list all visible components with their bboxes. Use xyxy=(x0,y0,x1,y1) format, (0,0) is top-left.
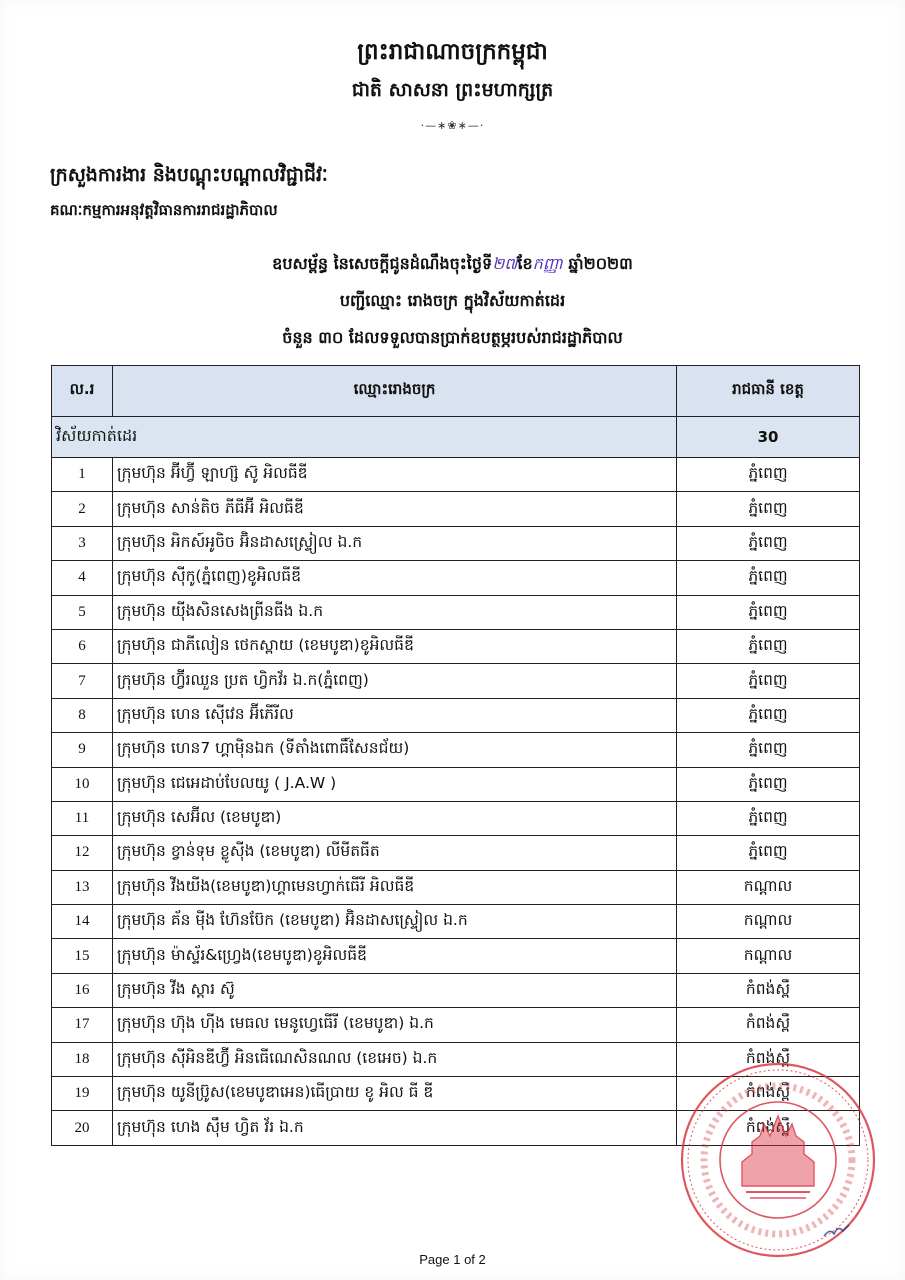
factory-name: ក្រុមហ៊ុន ស៊ីអិនឌីហ្វ៊ី អិនធើណេសិនណល (ខេអេច) ឯ.ក xyxy=(113,1042,677,1076)
table-row xyxy=(52,595,860,629)
annex-title-line xyxy=(0,253,905,277)
factory-name: ក្រុមហ៊ុន អិកស៍អូចិច អ៊ិនដាសស្ទ្រៀល ឯ.ក xyxy=(113,526,677,560)
ministry-name: ក្រសួងការងារ និងបណ្តុះបណ្តាលវិជ្ជាជីវៈ xyxy=(50,164,328,186)
province-name: ភ្នំពេញ xyxy=(677,492,860,526)
province-name: ភ្នំពេញ xyxy=(677,561,860,595)
factory-name: ក្រុមហ៊ុន ហេង ស៊ឹម ហ្វិត វ័រ ឯ.ក xyxy=(113,1111,677,1145)
list-subtitle: ចំនួន ៣០ ដែលទទួលបានប្រាក់ឧបត្ថម្ភរបស់រាជរដ្ឋាភិបាល xyxy=(282,328,623,347)
province-name: កណ្តាល xyxy=(677,939,860,973)
row-number: 11 xyxy=(52,801,113,835)
table-row xyxy=(52,733,860,767)
table-header-row xyxy=(52,366,860,417)
category-row xyxy=(52,417,860,458)
row-number: 2 xyxy=(52,492,113,526)
row-number: 18 xyxy=(52,1042,113,1076)
factory-name: ក្រុមហ៊ុន យ៉ីងសិនសេងព្រីនធីង ឯ.ក xyxy=(113,595,677,629)
header-number: ល.រ xyxy=(52,366,113,417)
factory-name: ក្រុមហ៊ុន ខ្វាន់ទុម ខ្លូស៊ីង (ខេមបូឌា) លីមីតធីត xyxy=(113,836,677,870)
table-row xyxy=(52,836,860,870)
row-number: 17 xyxy=(52,1008,113,1042)
factory-name: ក្រុមហ៊ុន ហេន7 ហ្គាម៉ិនឯក (ទីតាំងពោធិ៍សែនជ័យ) xyxy=(113,733,677,767)
factory-name: ក្រុមហ៊ុន ហេន ស៊ើវេន អ៊ីភើរីល xyxy=(113,698,677,732)
factory-name: ក្រុមហ៊ុន សាន់តិច ភីធីអ៊ី អិលធីឌី xyxy=(113,492,677,526)
row-number: 20 xyxy=(52,1111,113,1145)
factory-name: ក្រុមហ៊ុន សេអ៊ីល (ខេមបូឌា) xyxy=(113,801,677,835)
factory-name: ក្រុមហ៊ុន វីង ស្តារ ស៊ូ xyxy=(113,973,677,1007)
table-row xyxy=(52,870,860,904)
factory-name: ក្រុមហ៊ុន អ៊ីហ្វ៊ី ឡាហ្ស៊ ស៊ូ អិលធីឌី xyxy=(113,458,677,492)
table-row xyxy=(52,526,860,560)
factory-name: ក្រុមហ៊ុន ហ្វ៊ីរឈួន ប្រត ហ្វិកវ័រ ឯ.ក(ភ្នំពេញ) xyxy=(113,664,677,698)
list-title: បញ្ជីឈ្មោះ រោងចក្រ ក្នុងវិស័យកាត់ដេរ xyxy=(339,291,566,310)
row-number: 7 xyxy=(52,664,113,698)
factory-name: ក្រុមហ៊ុន វីងយីង(ខេមបូឌា)ហ្គាមេនហ្វាក់ធើរី អិលធីឌី xyxy=(113,870,677,904)
province-name: កំពង់ស្ពឺ xyxy=(677,1077,860,1111)
row-number: 3 xyxy=(52,526,113,560)
row-number: 6 xyxy=(52,629,113,663)
annex-prefix: ឧបសម្ព័ន្ធ នៃសេចក្តីជូនដំណឹងចុះថ្ងៃទី xyxy=(272,254,493,273)
category-label: វិស័យកាត់ដេរ xyxy=(52,417,677,458)
handwritten-day: ២៧ xyxy=(492,254,518,273)
row-number: 13 xyxy=(52,870,113,904)
table-row xyxy=(52,698,860,732)
annex-year: ឆ្នាំ២០២៣ xyxy=(562,254,633,273)
table-row xyxy=(52,458,860,492)
page-number: Page 1 of 2 xyxy=(419,1252,486,1267)
table-row xyxy=(52,492,860,526)
table-row xyxy=(52,1008,860,1042)
row-number: 8 xyxy=(52,698,113,732)
table-row xyxy=(52,629,860,663)
province-name: ភ្នំពេញ xyxy=(677,526,860,560)
committee-name: គណៈកម្មការអនុវត្តវិធានការរាជរដ្ឋាភិបាល xyxy=(50,201,278,219)
kingdom-title: ព្រះរាជាណាចក្រកម្ពុជា xyxy=(357,39,548,65)
province-name: ភ្នំពេញ xyxy=(677,595,860,629)
province-name: ភ្នំពេញ xyxy=(677,698,860,732)
table-row xyxy=(52,939,860,973)
province-name: ភ្នំពេញ xyxy=(677,836,860,870)
row-number: 16 xyxy=(52,973,113,1007)
row-number: 15 xyxy=(52,939,113,973)
table-row xyxy=(52,801,860,835)
header-factory-name: ឈ្មោះរោងចក្រ xyxy=(113,366,677,417)
province-name: ភ្នំពេញ xyxy=(677,458,860,492)
province-name: កំពង់ស្ពឺ xyxy=(677,1042,860,1076)
province-name: ភ្នំពេញ xyxy=(677,664,860,698)
province-name: កណ្តាល xyxy=(677,870,860,904)
province-name: ភ្នំពេញ xyxy=(677,629,860,663)
factory-table xyxy=(51,365,860,1146)
factory-name: ក្រុមហ៊ុន ជាភីលៀន ថេកស្ពាយ (ខេមបូឌា)ខូអិលធីឌី xyxy=(113,629,677,663)
table-row xyxy=(52,767,860,801)
table-row xyxy=(52,973,860,1007)
official-seal xyxy=(676,1058,881,1263)
table-row xyxy=(52,905,860,939)
title-ornament: ·—∗❀∗—· xyxy=(420,119,485,132)
category-count: 30 xyxy=(677,417,860,458)
row-number: 4 xyxy=(52,561,113,595)
province-name: ភ្នំពេញ xyxy=(677,767,860,801)
province-name: កណ្តាល xyxy=(677,905,860,939)
province-name: កំពង់ស្ពឺ xyxy=(677,973,860,1007)
factory-name: ក្រុមហ៊ុន ជេអេដាប់បែលយូ ( J.A.W ) xyxy=(113,767,677,801)
table-row xyxy=(52,561,860,595)
table-row xyxy=(52,664,860,698)
factory-name: ក្រុមហ៊ុន គ័ន ម៉ីង ហ៊ែនប៊ែក (ខេមបូឌា) អ៊ិនដាសស្ទ្រៀល ឯ.ក xyxy=(113,905,677,939)
row-number: 9 xyxy=(52,733,113,767)
factory-name: ក្រុមហ៊ុន ហ៊ុង ហ៊ីង មេធល មេនូហ្វេធើរី (ខេមបូឌា) ឯ.ក xyxy=(113,1008,677,1042)
row-number: 14 xyxy=(52,905,113,939)
factory-name: ក្រុមហ៊ុន ស៊ីកូ(ភ្នំពេញ)ខូអិលធីឌី xyxy=(113,561,677,595)
province-name: ភ្នំពេញ xyxy=(677,733,860,767)
row-number: 5 xyxy=(52,595,113,629)
province-name: កំពង់ស្ពឺ xyxy=(677,1111,860,1145)
handwritten-month: កញ្ញា xyxy=(532,254,563,273)
month-label: ខែ xyxy=(517,254,533,273)
factory-name: ក្រុមហ៊ុន ម៉ាស្ទ័រ&ហ្វ្រេង(ខេមបូឌា)ខូអិលធីឌី xyxy=(113,939,677,973)
row-number: 1 xyxy=(52,458,113,492)
header-province: រាជធានី ខេត្ត xyxy=(677,366,860,417)
row-number: 12 xyxy=(52,836,113,870)
factory-name: ក្រុមហ៊ុន យូនីប្រ៊ូស(ខេមបូឌាអេន)ធើប្រាយ ខូ អិល ធី ឌី xyxy=(113,1077,677,1111)
row-number: 10 xyxy=(52,767,113,801)
national-motto: ជាតិ សាសនា ព្រះមហាក្សត្រ xyxy=(351,79,554,101)
row-number: 19 xyxy=(52,1077,113,1111)
province-name: ភ្នំពេញ xyxy=(677,801,860,835)
province-name: កំពង់ស្ពឺ xyxy=(677,1008,860,1042)
